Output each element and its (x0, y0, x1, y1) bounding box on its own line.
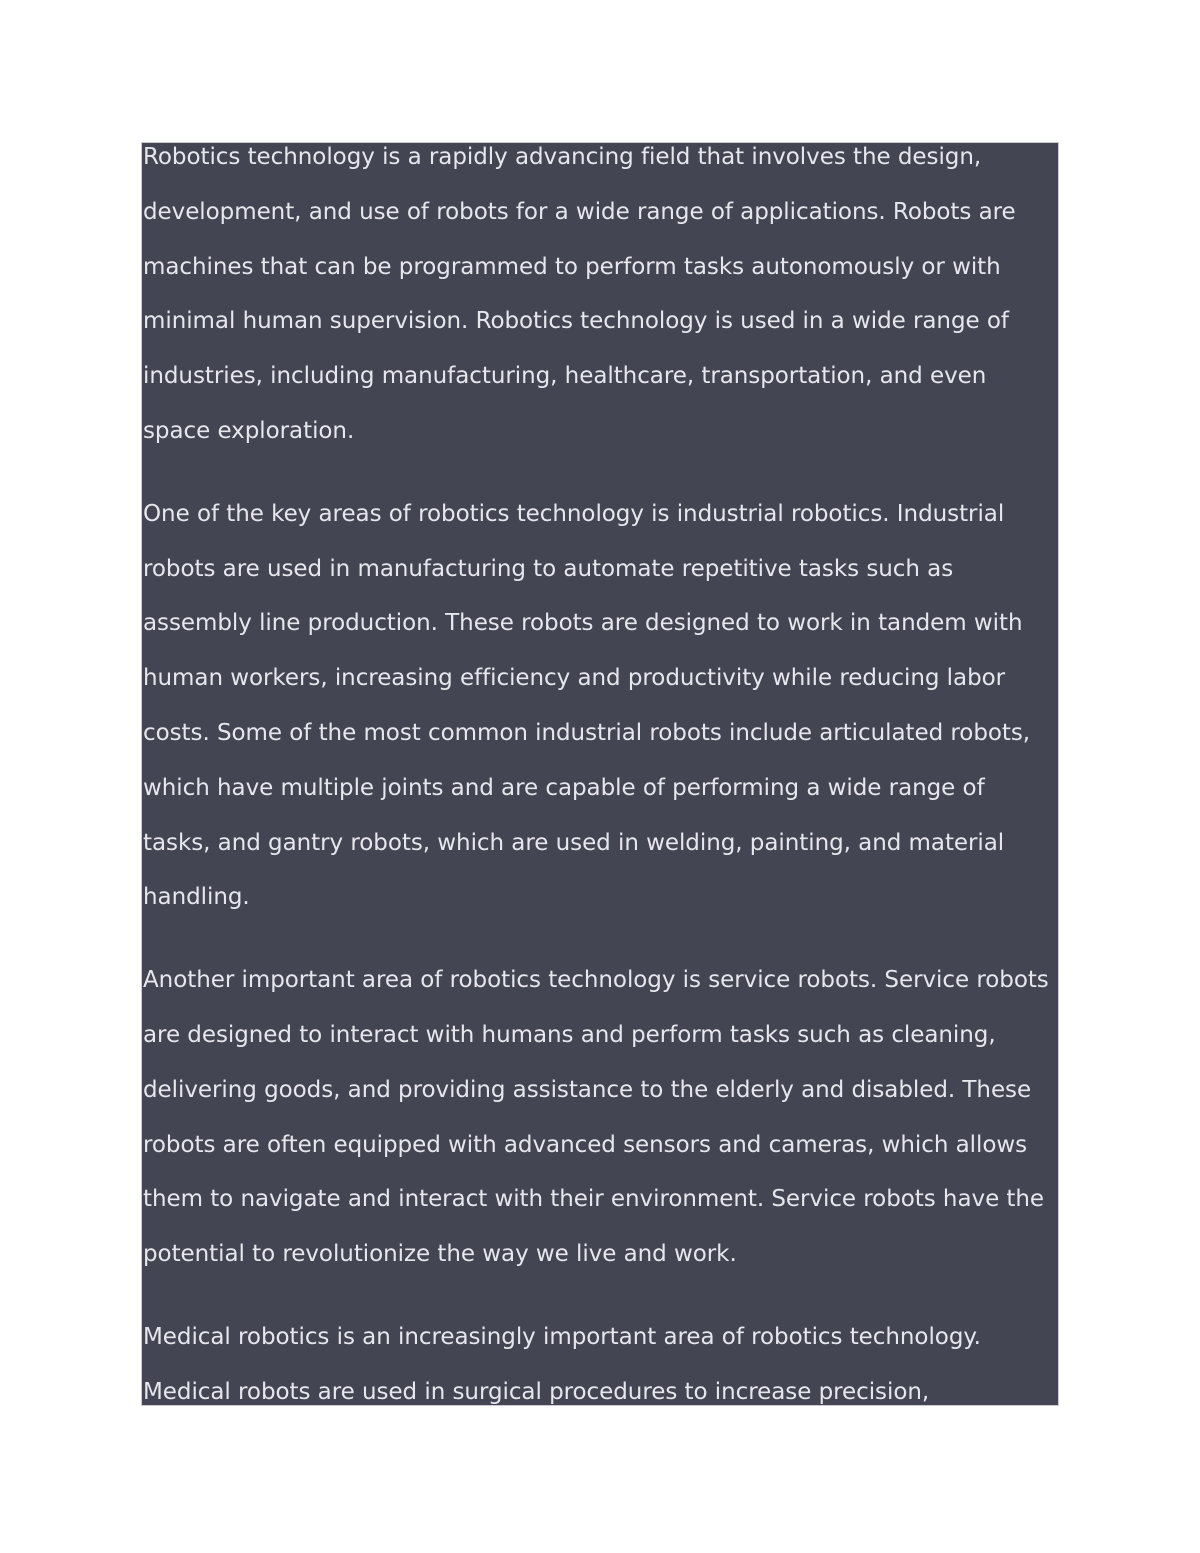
text-box (141, 142, 1059, 1406)
paragraph-1: Robotics technology is a rapidly advancing field that involves the design, development, and use of robots for a wide range of applications. Robots are machines that can be programmed to perform tasks autonomously or with minimal human supervision. Robotics technology is used in a wide range of industries, including manufacturing, healthcare, transportation, and even space exploration. (143, 144, 1016, 444)
paragraph-4: Medical robotics is an increasingly important area of robotics technology. Medical robots are used in surgical procedures to increase precision, (143, 1323, 981, 1405)
paragraph-3: Another important area of robotics technology is service robots. Service robots are designed to interact with humans and perform tasks such as cleaning, delivering goods, and providing assistance to the elderly and disabled. These robots are often equipped with advanced sensors and cameras, which allows them to navigate and interact with their environment. Service robots have the potential to revolutionize the way we live and work. (143, 967, 1049, 1268)
paragraph-2: One of the key areas of robotics technology is industrial robotics. Industrial robots are used in manufacturing to automate repetitive tasks such as assembly line production. These robots are designed to work in tandem with human workers, increasing efficiency and productivity while reducing labor costs. Some of the most common industrial robots include articulated robots, which have multiple joints and are capable of performing a wide range of tasks, and gantry robots, which are used in welding, painting, and material handling. (143, 500, 1031, 911)
